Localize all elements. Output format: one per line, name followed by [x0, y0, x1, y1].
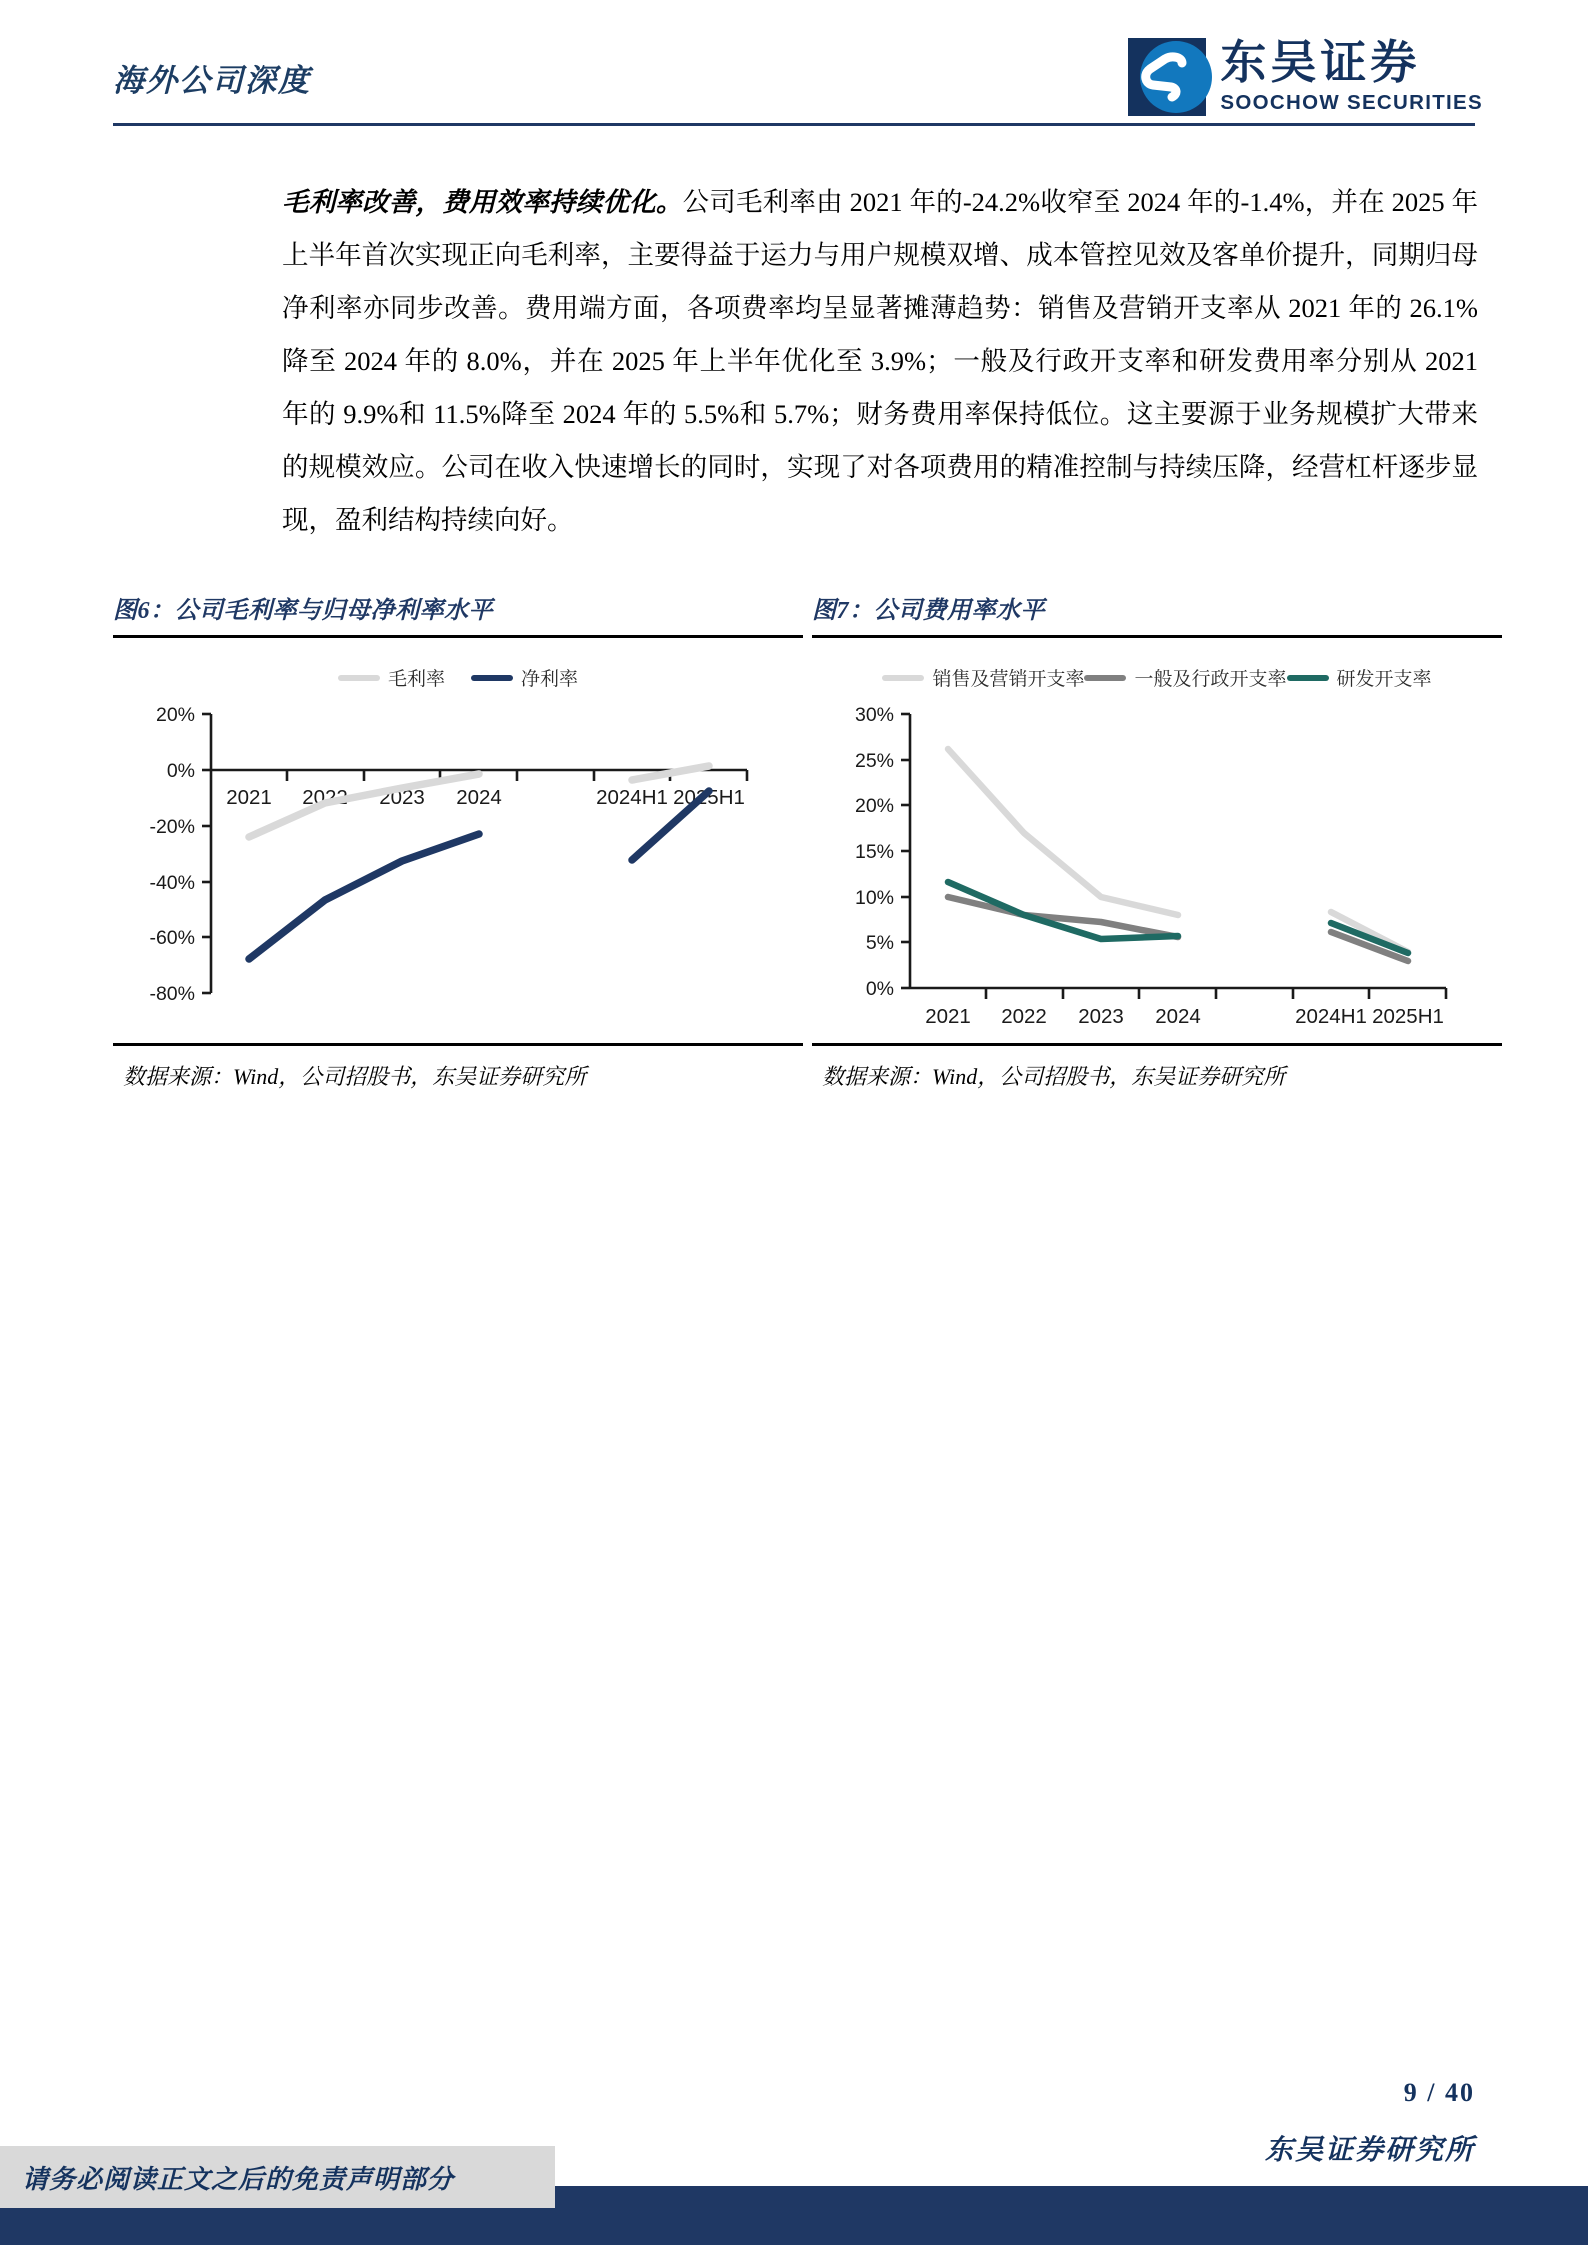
footer-disclaimer-text: 请务必阅读正文之后的免责声明部分 [22, 2164, 455, 2194]
x-category-label: 2021 [226, 786, 272, 809]
logo-english-name: SOOCHOW SECURITIES [1220, 91, 1483, 115]
soochow-s-logo-icon [1128, 38, 1206, 116]
figure-7-line-chart [812, 696, 1502, 1036]
x-category-label: 2024 [1155, 1005, 1201, 1028]
s-glyph-icon [1141, 52, 1191, 102]
y-tick-label: -60% [149, 927, 195, 949]
x-category-label: 2024H1 [1295, 1005, 1367, 1028]
y-tick-label: 25% [854, 750, 894, 772]
legend-label-gross-margin: 毛利率 [387, 669, 445, 690]
header-title: 海外公司深度 [113, 63, 311, 98]
x-category-label: 2021 [925, 1005, 971, 1028]
y-tick-label: 15% [854, 841, 894, 863]
y-tick-label: -40% [149, 872, 195, 894]
y-tick-label: -20% [149, 816, 195, 838]
company-logo [1128, 38, 1483, 116]
series-line-net-margin-annual [249, 834, 479, 959]
figure-6 [113, 590, 803, 1091]
legend-swatch-rnd [1287, 675, 1329, 681]
x-category-label: 2025H1 [673, 786, 745, 809]
y-tick-label: 10% [854, 887, 894, 909]
legend-item-selling-marketing [882, 664, 1084, 691]
page-number: 9 / 40 [1403, 2078, 1475, 2107]
figure-6-line-chart [113, 696, 803, 1036]
legend-label-admin: 一般及行政开支率 [1134, 669, 1287, 690]
series-line-admin-annual [948, 897, 1178, 937]
y-tick-label: 20% [854, 795, 894, 817]
x-category-label: 2024H1 [596, 786, 668, 809]
legend-swatch-admin [1084, 675, 1126, 681]
x-category-label: 2025H1 [1372, 1005, 1444, 1028]
legend-swatch-net-margin [471, 675, 513, 681]
x-category-label: 2022 [302, 786, 348, 809]
footer-disclaimer [0, 2146, 555, 2208]
legend-item-net-margin [471, 664, 578, 691]
y-tick-label: 5% [865, 932, 894, 954]
page-header [0, 0, 1588, 128]
figure-6-chart-area [113, 638, 803, 1043]
figure-6-legend [113, 664, 803, 691]
series-line-gross-margin-annual [249, 774, 479, 837]
y-tick-label: 20% [155, 704, 195, 726]
logo-chinese-name: 东吴证券 [1220, 37, 1421, 89]
paragraph-lead: 毛利率改善，费用效率持续优化。 [282, 187, 683, 217]
figure-7 [812, 590, 1502, 1091]
footer-organization: 东吴证券研究所 [1264, 2135, 1475, 2166]
legend-item-admin [1084, 664, 1286, 691]
figure-7-chart-area [812, 638, 1502, 1043]
x-category-label: 2022 [1001, 1005, 1047, 1028]
paragraph-text: 公司毛利率由 2021 年的-24.2%收窄至 2024 年的-1.4%，并在 2025 年上半年首次实现正向毛利率，主要得益于运力与用户规模双增、成本管控见效及客单价提升，同期归母净利率亦同步改善。费用端方面，各项费率均呈显著摊薄趋势：销售及营销开支率从 2021 年的 26.1%降至 2024 年的 8.0%，并在 2025 年上半年优化至 3.9%；一般及行政开支率和研发费用率分别从 2021 年的 9.9%和 11.5%降至 2024 年的 5.5%和 5.7%；财务费用率保持低位。这主要源于业务规模扩大带来的规模效应。公司在收入快速增长的同时，实现了对各项费用的精准控制与持续压降，经营杠杆逐步显现，盈利结构持续向好。 [282, 187, 1478, 535]
legend-label-net-margin: 净利率 [521, 669, 579, 690]
y-tick-label: 30% [854, 704, 894, 726]
legend-swatch-gross-margin [338, 675, 380, 681]
x-category-label: 2023 [1078, 1005, 1124, 1028]
figure-7-legend [812, 664, 1502, 691]
legend-label-selling-marketing: 销售及营销开支率 [932, 669, 1085, 690]
legend-swatch-selling-marketing [882, 675, 924, 681]
y-tick-label: 0% [166, 760, 195, 782]
series-line-selling-marketing-annual [948, 749, 1178, 915]
figure-7-source: 数据来源：Wind，公司招股书，东吴证券研究所 [822, 1064, 1286, 1089]
x-category-label: 2024 [456, 786, 502, 809]
header-divider [113, 123, 1475, 126]
y-tick-label: 0% [865, 978, 894, 1000]
x-category-label: 2023 [379, 786, 425, 809]
y-tick-label: -80% [149, 983, 195, 1005]
body-paragraph [282, 176, 1478, 547]
figure-6-source: 数据来源：Wind，公司招股书，东吴证券研究所 [123, 1064, 587, 1089]
figure-7-title: 图7：公司费用率水平 [812, 598, 1045, 624]
legend-item-rnd [1287, 664, 1432, 691]
legend-item-gross-margin [338, 664, 445, 691]
legend-label-rnd: 研发开支率 [1336, 669, 1432, 690]
figure-6-title: 图6：公司毛利率与归母净利率水平 [113, 598, 493, 624]
